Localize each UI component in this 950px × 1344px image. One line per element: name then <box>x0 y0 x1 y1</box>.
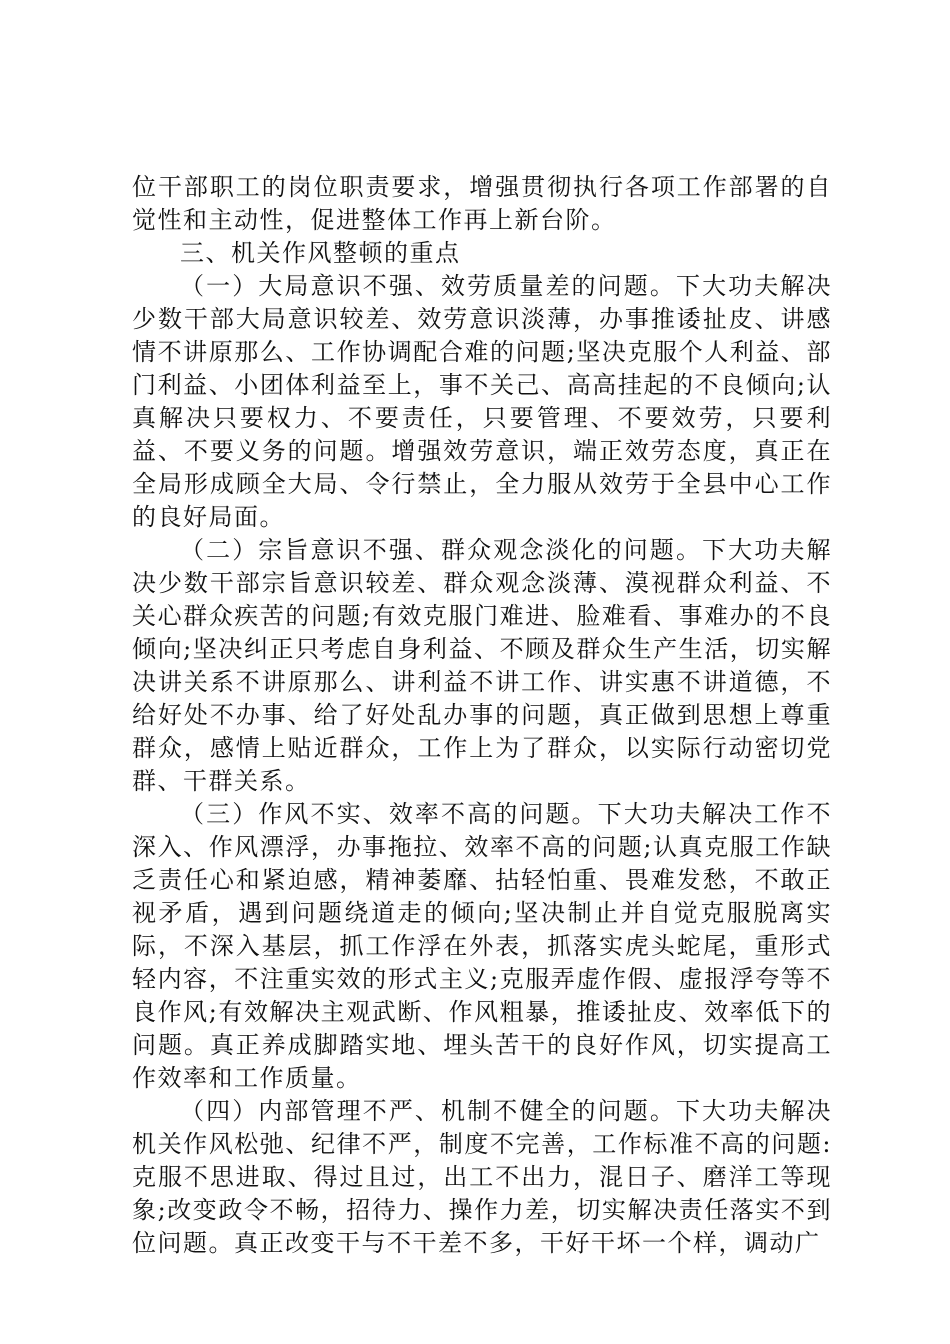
section-heading: 三、机关作风整顿的重点 <box>180 239 461 267</box>
paragraph-item-3: （三）作风不实、效率不高的问题。下大功夫解决工作不深入、作风漂浮，办事拖拉、效率不高的问题;认真克服工作缺乏责任心和紧迫感，精神萎靡、拈轻怕重、畏难发愁，不敢正视矛盾，遇到问题绕道走的倾向;坚决制止并自觉克服脱离实际，不深入基层，抓工作浮在外表，抓落实虎头蛇尾，重形式轻内容，不注重实效的形式主义;克服弄虚作假、虚报浮夸等不良作风;有效解决主观武断、作风粗暴，推诿扯皮、效率低下的问题。真正养成脚踏实地、埋头苦干的良好作风，切实提高工作效率和工作质量。 <box>132 800 832 1092</box>
paragraph-item-4: （四）内部管理不严、机制不健全的问题。下大功夫解决机关作风松弛、纪律不严，制度不完善，工作标准不高的问题:克服不思进取、得过且过，出工不出力，混日子、磨洋工等现象;改变政令不畅，招待力、操作力差，切实解决责任落实不到位问题。真正改变干与不干差不多，干好干坏一个样，调动广 <box>132 1097 832 1257</box>
paragraph-item-2: （二）宗旨意识不强、群众观念淡化的问题。下大功夫解决少数干部宗旨意识较差、群众观念淡薄、漠视群众利益、不关心群众疾苦的问题;有效克服门难进、脸难看、事难办的不良倾向;坚决纠正只考虑自身利益、不顾及群众生产生活，切实解决讲关系不讲原那么、讲利益不讲工作、讲实惠不讲道德，不给好处不办事、给了好处乱办事的问题，真正做到思想上尊重群众，感情上贴近群众，工作上为了群众，以实际行动密切党群、干群关系。 <box>132 536 832 795</box>
document-body <box>132 171 832 1260</box>
paragraph-continuation: 位干部职工的岗位职责要求，增强贯彻执行各项工作部署的自觉性和主动性，促进整体工作再上新台阶。 <box>132 173 832 234</box>
paragraph-item-1: （一）大局意识不强、效劳质量差的问题。下大功夫解决少数干部大局意识较差、效劳意识淡薄，办事推诿扯皮、讲感情不讲原那么、工作协调配合难的问题;坚决克服个人利益、部门利益、小团体利益至上，事不关己、高高挂起的不良倾向;认真解决只要权力、不要责任，只要管理、不要效劳，只要利益、不要义务的问题。增强效劳意识，端正效劳态度，真正在全局形成顾全大局、令行禁止，全力服从效劳于全县中心工作的良好局面。 <box>132 272 832 531</box>
